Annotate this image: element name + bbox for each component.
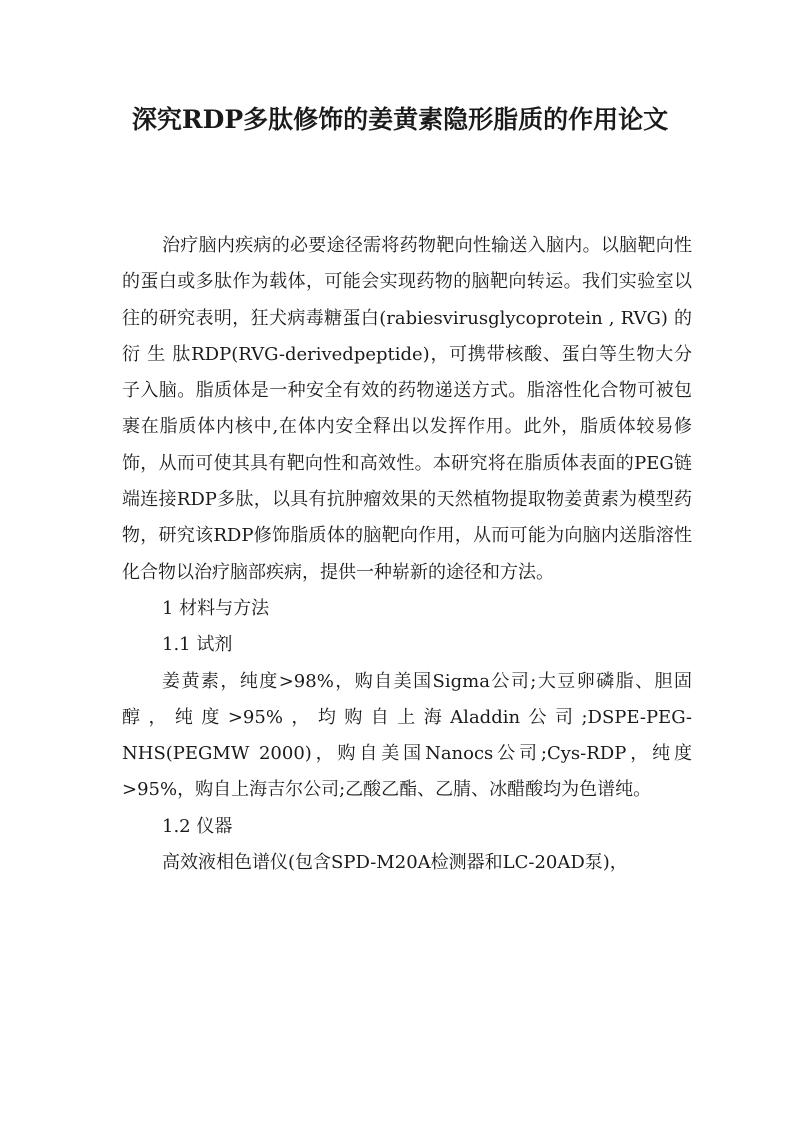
subsection-heading-reagents: 1.1 试剂 bbox=[162, 634, 233, 656]
subsection-heading-instruments: 1.2 仪器 bbox=[162, 815, 233, 837]
document-body bbox=[122, 228, 692, 881]
reagents-paragraph: 姜黄素，纯度>98%，购自美国Sigma公司;大豆卵磷脂、胆固醇，纯度>95%，均购自上海Aladdin公司;DSPE-PEG-NHS(PEGMW 2000)，购自美国Nanocs公司;Cys-RDP，纯度>95%，购自上海吉尔公司;乙酸乙酯、乙腈、冰醋酸均为色谱纯。 bbox=[122, 670, 692, 801]
intro-paragraph: 治疗脑内疾病的必要途径需将药物靶向性输送入脑内。以脑靶向性的蛋白或多肽作为载体，可能会实现药物的脑靶向转运。我们实验室以往的研究表明，狂犬病毒糖蛋白(rabiesvirusglycoprotein , RVG) 的 衍 生 肽RDP(RVG-derivedpeptide)，可携带核酸、蛋白等生物大分子入脑。脂质体是一种安全有效的药物递送方式。脂溶性化合物可被包裹在脂质体内核中,在体内安全释出以发挥作用。此外，脂质体较易修饰，从而可使其具有靶向性和高效性。本研究将在脂质体表面的PEG链端连接RDP多肽，以具有抗肿瘤效果的天然植物提取物姜黄素为模型药物，研究该RDP修饰脂质体的脑靶向作用，从而可能为向脑内送脂溶性化合物以治疗脑部疾病，提供一种崭新的途径和方法。 bbox=[122, 235, 692, 583]
section-heading-materials-methods: 1 材料与方法 bbox=[162, 597, 270, 619]
instruments-paragraph: 高效液相色谱仪(包含SPD-M20A检测器和LC-20AD泵)， bbox=[162, 852, 628, 874]
document-title: 深究RDP多肽修饰的姜黄素隐形脂质的作用论文 bbox=[131, 105, 669, 134]
